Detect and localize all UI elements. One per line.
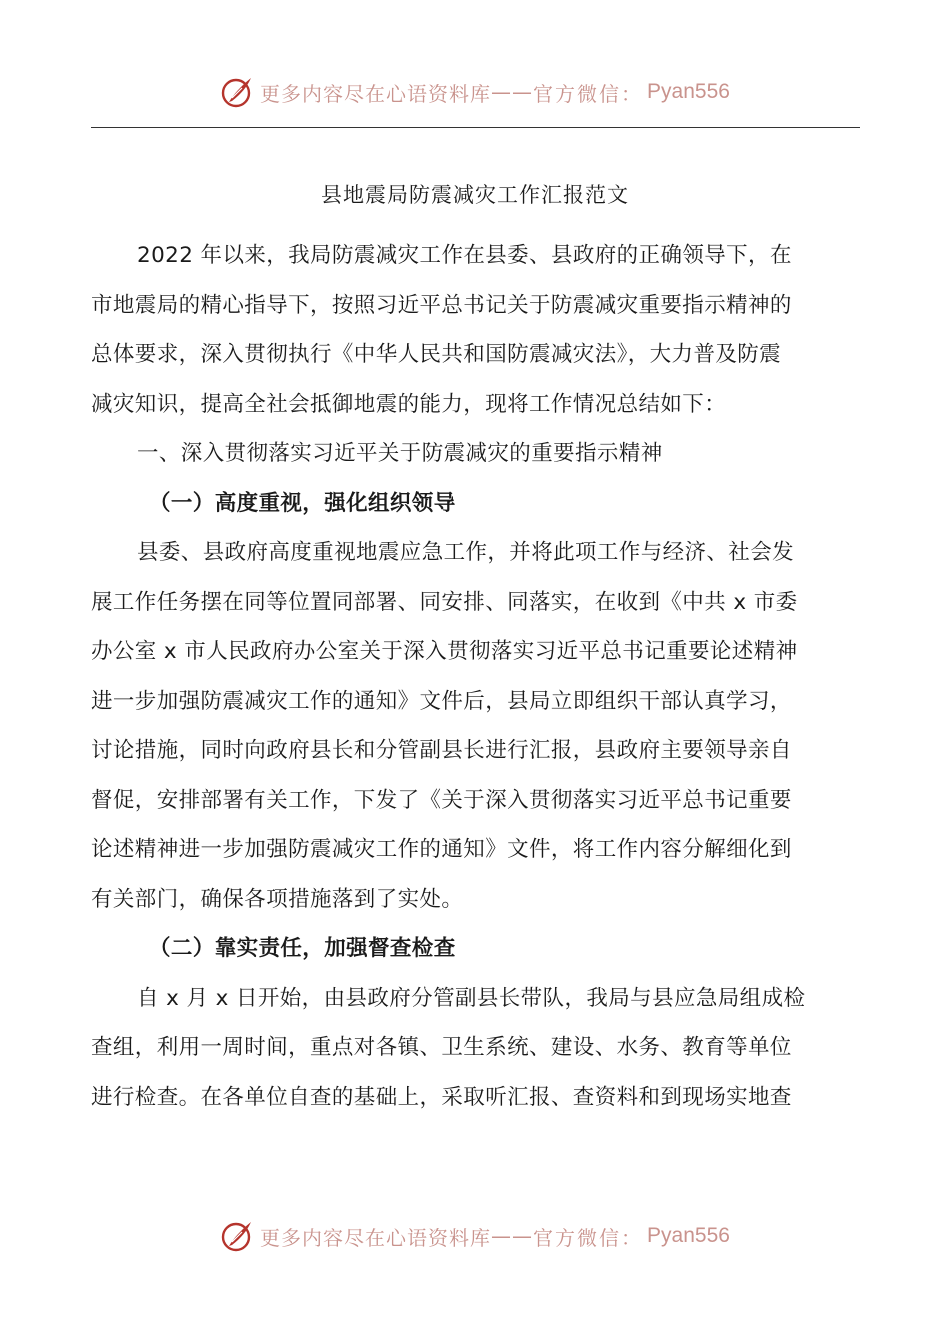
text-line: 讨论措施，同时向政府县长和分管副县长进行汇报，县政府主要领导亲自 bbox=[91, 738, 792, 763]
banner-label: 官方微信： bbox=[533, 81, 644, 106]
text-line: 自 x 月 x 日开始，由县政府分管副县长带队，我局与县应急局组成检 bbox=[137, 985, 806, 1011]
banner-wechat-id: Pyan556 bbox=[647, 80, 730, 103]
subsection-heading-2: （二）靠实责任，加强督查检查 bbox=[149, 936, 456, 961]
banner-separator: —— bbox=[491, 1224, 534, 1248]
document-title: 县地震局防震减灾工作汇报范文 bbox=[321, 183, 629, 207]
header-divider bbox=[91, 127, 860, 128]
paragraph-section-2 bbox=[91, 974, 861, 1123]
subsection-heading-1: （一）高度重视，强化组织领导 bbox=[149, 490, 456, 516]
text-line: 论述精神进一步加强防震减灾工作的通知》文件，将工作内容分解细化到 bbox=[91, 837, 792, 862]
quill-pen-logo-icon bbox=[220, 74, 256, 110]
text-line: 查组，利用一周时间，重点对各镇、卫生系统、建设、水务、教育等单位 bbox=[91, 1035, 792, 1060]
text-line: 进行检查。在各单位自查的基础上，采取听汇报、查资料和到现场实地查 bbox=[91, 1084, 792, 1110]
text-line: 督促，安排部署有关工作，下发了《关于深入贯彻落实习近平总书记重要 bbox=[91, 787, 792, 813]
text-line: 县委、县政府高度重视地震应急工作，并将此项工作与经济、社会发 bbox=[137, 540, 795, 565]
banner-text: 更多内容尽在心语资料库 bbox=[260, 1225, 492, 1250]
paragraph-intro bbox=[91, 231, 861, 429]
banner-separator: —— bbox=[491, 80, 534, 104]
text-line: 市地震局的精心指导下，按照习近平总书记关于防震减灾重要指示精神的 bbox=[91, 292, 792, 318]
text-line: 总体要求，深入贯彻执行《中华人民共和国防震减灾法》，大力普及防震 bbox=[91, 342, 782, 367]
banner-label: 官方微信： bbox=[533, 1225, 644, 1250]
footer-banner bbox=[0, 1214, 950, 1258]
banner-text: 更多内容尽在心语资料库 bbox=[260, 81, 492, 106]
text-line: 进一步加强防震减灾工作的通知》文件后，县局立即组织干部认真学习， bbox=[91, 688, 792, 714]
text-line: 办公室 x 市人民政府办公室关于深入贯彻落实习近平总书记重要论述精神 bbox=[91, 639, 798, 664]
banner-wechat-id: Pyan556 bbox=[647, 1224, 730, 1247]
section-heading-1: 一、深入贯彻落实习近平关于防震减灾的重要指示精神 bbox=[137, 441, 663, 466]
text-line: 减灾知识，提高全社会抵御地震的能力，现将工作情况总结如下： bbox=[91, 391, 727, 417]
document-body bbox=[91, 231, 861, 1122]
text-line: 有关部门，确保各项措施落到了实处。 bbox=[91, 886, 464, 912]
text-line: 2022 年以来，我局防震减灾工作在县委、县政府的正确领导下，在 bbox=[137, 243, 792, 268]
quill-pen-logo-icon bbox=[220, 1218, 256, 1254]
header-banner bbox=[0, 70, 950, 114]
paragraph-section-1 bbox=[91, 528, 861, 924]
text-line: 展工作任务摆在同等位置同部署、同安排、同落实，在收到《中共 x 市委 bbox=[91, 589, 798, 615]
